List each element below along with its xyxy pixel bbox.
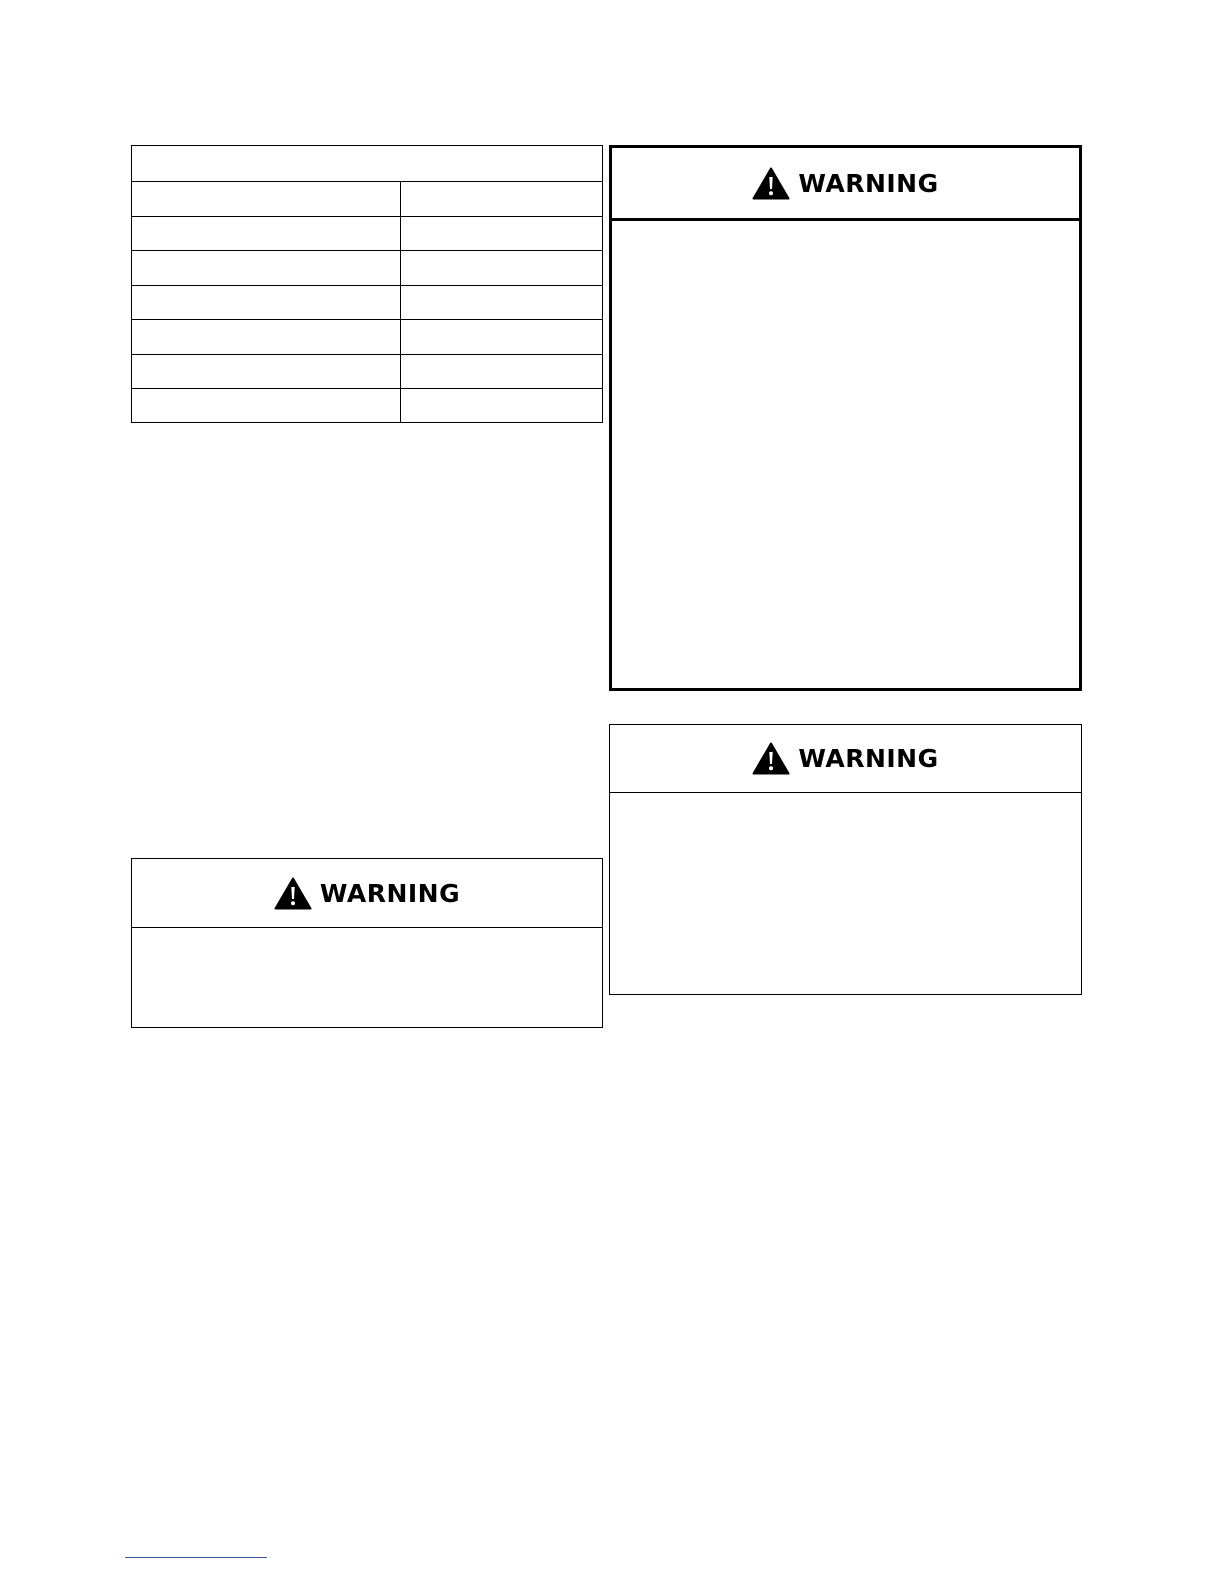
table-cell-label xyxy=(132,388,401,423)
table-cell-value xyxy=(400,181,602,216)
table-row xyxy=(132,319,602,355)
table-cell-label xyxy=(132,354,401,389)
table-cell-value xyxy=(400,319,602,354)
warning-header xyxy=(132,859,602,928)
table-row xyxy=(132,388,602,423)
specification-table xyxy=(131,145,603,423)
table-cell-label xyxy=(132,319,401,354)
table-row xyxy=(132,250,602,286)
warning-header xyxy=(612,148,1079,221)
table-cell-value xyxy=(400,388,602,423)
table-row xyxy=(132,285,602,321)
warning-box-1 xyxy=(609,145,1082,691)
warning-triangle-icon xyxy=(752,742,790,775)
warning-body xyxy=(132,928,602,1027)
table-cell-label xyxy=(132,181,401,216)
table-cell-value xyxy=(400,354,602,389)
warning-triangle-icon xyxy=(752,167,790,200)
table-row xyxy=(132,181,602,217)
warning-signal-word: WARNING xyxy=(798,744,939,773)
footnote-separator xyxy=(125,1557,267,1558)
warning-triangle-icon xyxy=(274,877,312,910)
table-title-row xyxy=(132,146,602,182)
table-cell-value xyxy=(400,250,602,285)
warning-signal-word: WARNING xyxy=(319,878,461,908)
table-cell-label xyxy=(132,216,401,251)
warning-body xyxy=(612,221,1079,688)
warning-body xyxy=(610,793,1081,994)
warning-box-2 xyxy=(609,724,1082,995)
warning-signal-word: WARNING xyxy=(798,168,939,198)
table-cell-label xyxy=(132,285,401,320)
table-row xyxy=(132,354,602,390)
table-row xyxy=(132,216,602,252)
warning-box-3 xyxy=(131,858,603,1028)
warning-header xyxy=(610,725,1081,793)
table-cell-label xyxy=(132,250,401,285)
table-cell-value xyxy=(400,285,602,320)
table-cell-value xyxy=(400,216,602,251)
